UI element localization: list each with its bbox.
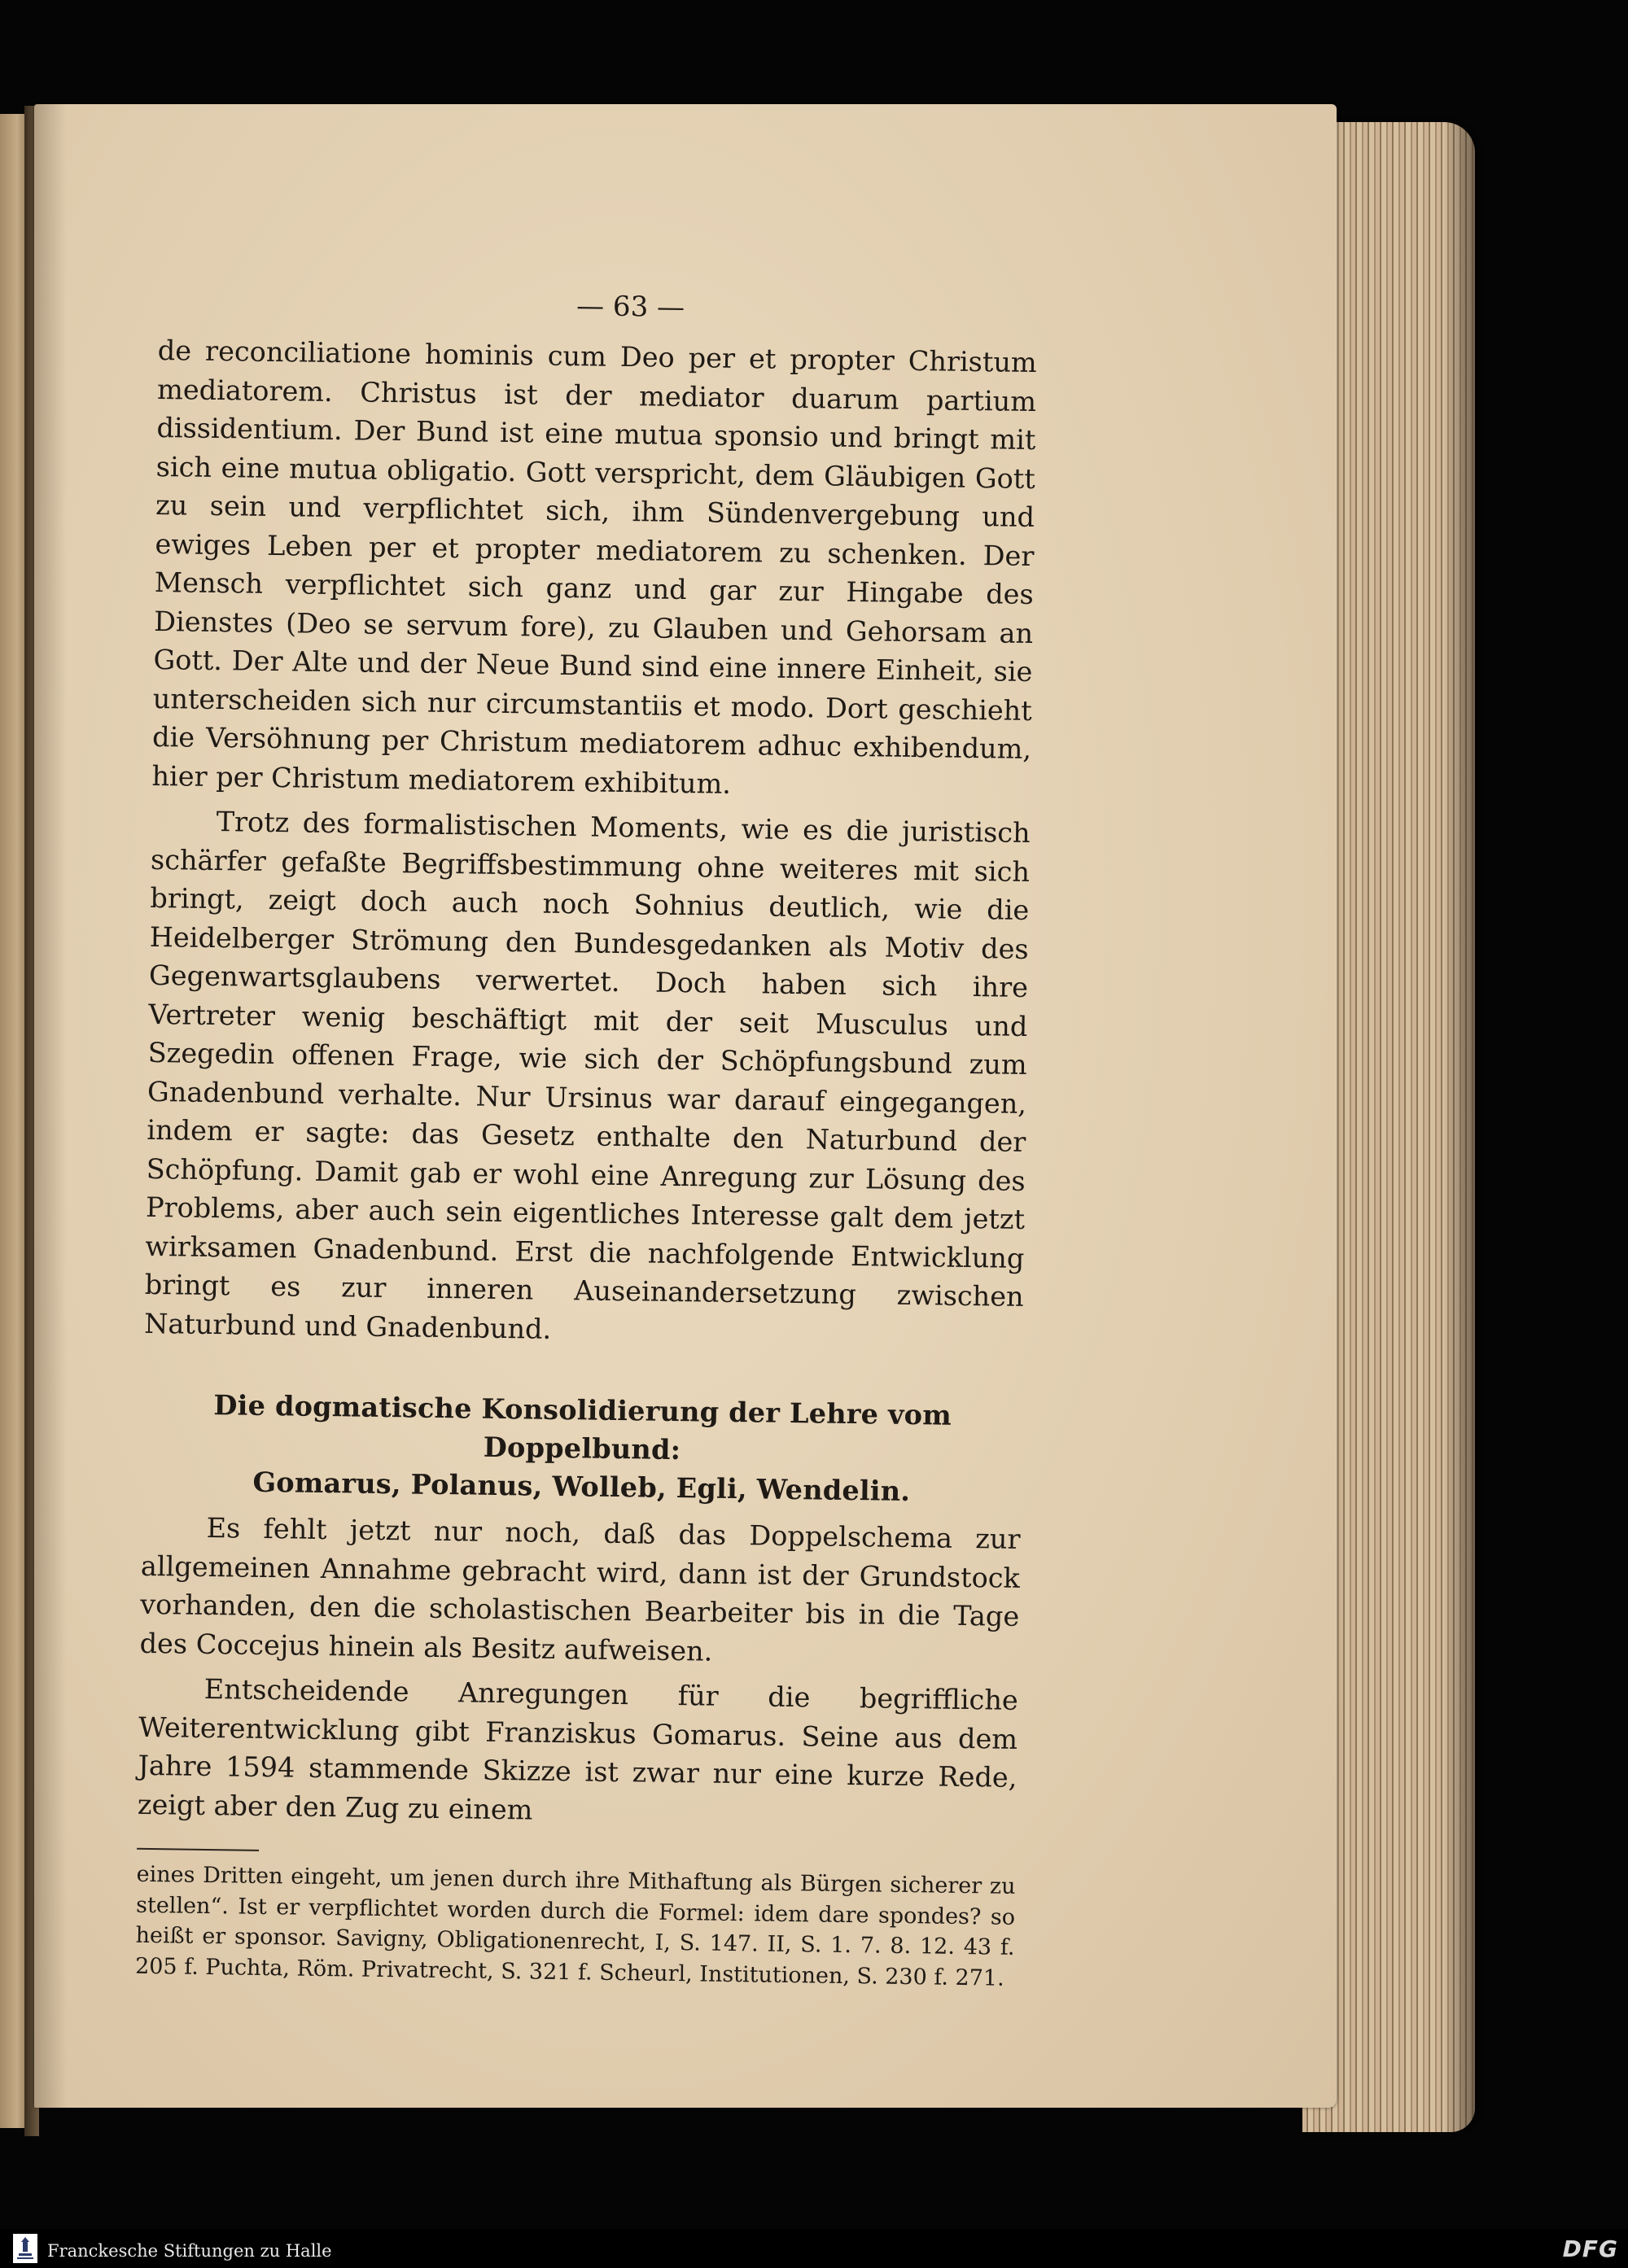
paragraph-4: Entscheidende Anregungen für die begriffliche Weiterentwicklung gibt Franziskus Gomarus. Seine aus dem Jahre 1594 stammende Skizze ist zwar nur eine kurze Rede, zeigt aber den Zug zu einem: [137, 1672, 1019, 1826]
paragraph-1: de reconciliatione hominis cum Deo per et propter Christum mediatorem. Christus ist der mediator duarum partium dissidentium. Der Bund ist eine mutua sponsio und bringt mit sich eine mutua obligatio. Gott verspricht, dem Gläubigen Gott zu sein und verpflichtet sich, ihm Sündenvergebung und ewiges Leben per et propter mediatorem zu schenken. Der Mensch verpflichtet sich ganz und gar zur Hingabe des Dienstes (Deo se servum fore), zu Glauben und Gehorsam an Gott. Der Alte und der Neue Bund sind eine innere Einheit, sie unterscheiden sich nur circumstantiis et modo. Dort geschieht die Versöhnung per Christum mediatorem adhuc exhibendum, hier per Christum mediatorem exhibitum.: [151, 334, 1037, 800]
institution-name: Franckesche Stiftungen zu Halle: [47, 2241, 332, 2261]
paragraph-2: Trotz des formalistischen Moments, wie es die juristisch schärfer gefaßte Begriffsbestimmung ohne weiteres mit sich bringt, zeigt doch auch noch Sohnius deutlich, wie die Heidelberger Strömung den Bundesgedanken als Motiv des Gegenwartsglaubens verwertet. Doch haben sich ihre Vertreter wenig beschäftigt mit der seit Musculus und Szegedin offenen Frage, wie sich der Schöpfungsbund zum Gnadenbund verhalte. Nur Ursinus war darauf eingegangen, indem er sagte: das Gesetz enthalte den Naturbund der Schöpfung. Damit gab er wohl eine Anregung zur Lösung des Problems, aber auch sein eigentliches Interesse galt dem jetzt wirksamen Gnadenbund. Erst die nachfolgende Entwicklung bringt es zur inneren Auseinandersetzung zwischen Naturbund und Gnadenbund.: [143, 806, 1031, 1345]
section-heading-line-1: Die dogmatische Konsolidierung der Lehre vom Doppelbund:: [213, 1389, 952, 1466]
page-shadow: [34, 104, 67, 2108]
footnote-rule: [137, 1848, 259, 1851]
crest-icon: [13, 2234, 37, 2263]
footnote: eines Dritten eingeht, um jenen durch ihre Mithaftung als Bürgen sicherer zu stellen“. Ist er verpflichtet worden durch die Formel: idem dare spondes? so heißt er sponsor. Savigny, Obligationenrecht, I, S. 147. II, S. 1. 7. 8. 12. 43 f. 205 f. Puchta, Röm. Privatrecht, S. 321 f. Scheurl, Institutionen, S. 230 f. 271.: [134, 1861, 1016, 1991]
dfg-logo: DFG: [1562, 2235, 1618, 2262]
section-heading: [142, 1385, 1022, 1512]
section-heading-line-2: Gomarus, Polanus, Wolleb, Egli, Wendelin.: [252, 1466, 911, 1508]
page-number: — 63 —: [575, 290, 685, 325]
paragraph-3: Es fehlt jetzt nur noch, daß das Doppelschema zur allgemeinen Annahme gebracht wird, dann ist der Grundstock vorhanden, den die scholastischen Bearbeiter bis in die Tage des Coccejus hinein als Besitz aufweisen.: [139, 1511, 1021, 1667]
viewer-footer: [0, 2229, 1628, 2268]
page-text: [135, 281, 1038, 1994]
